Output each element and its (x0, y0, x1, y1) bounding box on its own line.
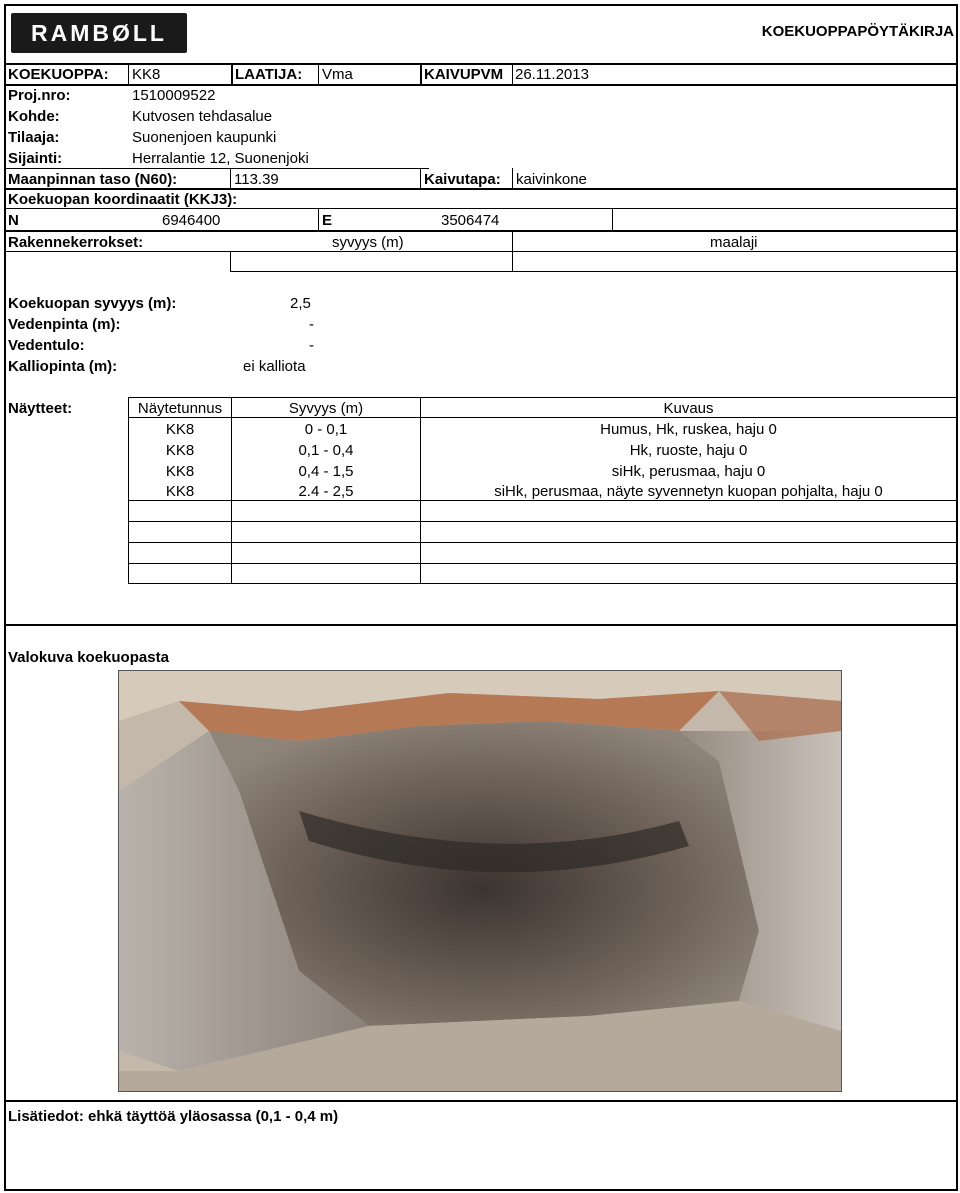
kaivutapa-label: Kaivutapa: (424, 171, 501, 188)
logo-text: RAMBØLL (31, 19, 167, 46)
sample-description: Humus, Hk, ruskea, haju 0 (600, 421, 777, 438)
lisatiedot-text: Lisätiedot: ehkä täyttöä yläosassa (0,1 - 0,4 m) (8, 1108, 339, 1125)
maanpinta-value: 113.39 (234, 171, 279, 188)
rule (4, 230, 956, 232)
divider (512, 230, 513, 271)
vedenpinta-value: - (309, 316, 314, 333)
divider (612, 208, 613, 230)
table-rule (128, 417, 956, 418)
naytteet-label: Näytteet: (8, 400, 73, 417)
ramboll-logo (11, 13, 187, 53)
sijainti-value: Herralantie 12, Suonenjoki (132, 150, 309, 167)
vedenpinta-label: Vedenpinta (m): (8, 316, 121, 333)
sample-depth: 0 - 0,1 (304, 421, 348, 438)
rakennekerrokset-label: Rakennekerrokset: (8, 234, 144, 251)
divider (512, 168, 513, 188)
rule-top (4, 63, 956, 65)
table-rule (128, 521, 956, 522)
table-rule (128, 563, 956, 564)
syvyys-label: Koekuopan syvyys (m): (8, 295, 177, 312)
kaivupvm-label: KAIVUPVM (424, 66, 504, 83)
column-header-syvyys: Syvyys (m) (288, 400, 364, 417)
table-rule (128, 583, 956, 584)
tilaaja-value: Suonenjoen kaupunki (132, 129, 277, 146)
table-rule (128, 397, 956, 398)
column-header-kuvaus: Kuvaus (663, 400, 714, 417)
document-title: KOEKUOPPAPÖYTÄKIRJA (761, 23, 954, 40)
sample-id: KK8 (165, 483, 195, 500)
test-pit-photo (118, 670, 842, 1092)
maanpinta-label: Maanpinnan taso (N60): (8, 171, 178, 188)
sample-description: Hk, ruoste, haju 0 (629, 442, 748, 459)
rule (4, 208, 956, 209)
divider (318, 208, 319, 230)
n-value: 6946400 (162, 212, 221, 229)
sample-depth: 2.4 - 2,5 (298, 483, 354, 500)
kaivupvm-value: 26.11.2013 (515, 66, 589, 83)
divider (231, 63, 233, 84)
vedentulo-value: - (309, 337, 314, 354)
sample-depth: 0,4 - 1,5 (298, 463, 354, 480)
sample-id: KK8 (165, 421, 195, 438)
koekuoppa-value: KK8 (132, 66, 161, 83)
laatija-value: Vma (322, 66, 353, 83)
divider (230, 251, 231, 271)
n-label: N (8, 212, 19, 229)
divider (318, 63, 319, 84)
sample-description: siHk, perusmaa, haju 0 (611, 463, 766, 480)
sample-depth: 0,1 - 0,4 (298, 442, 354, 459)
rule (4, 168, 429, 169)
kaivutapa-value: kaivinkone (516, 171, 587, 188)
rule (4, 188, 956, 190)
tilaaja-label: Tilaaja: (8, 129, 60, 146)
kalliopinta-label: Kalliopinta (m): (8, 358, 118, 375)
vedentulo-label: Vedentulo: (8, 337, 85, 354)
table-rule (128, 500, 956, 501)
photo-label: Valokuva koekuopasta (8, 649, 169, 666)
divider (420, 63, 422, 84)
kohde-label: Kohde: (8, 108, 60, 125)
syvyys-value: 2,5 (290, 295, 311, 312)
maalaji-header: maalaji (710, 234, 758, 251)
sample-id: KK8 (165, 442, 195, 459)
syvyys-header: syvyys (m) (332, 234, 404, 251)
column-header-naytetunnus: Näytetunnus (137, 400, 223, 417)
e-value: 3506474 (441, 212, 500, 229)
table-rule (128, 542, 956, 543)
projnro-label: Proj.nro: (8, 87, 71, 104)
e-label: E (322, 212, 333, 229)
rule (4, 624, 956, 626)
projnro-value: 1510009522 (132, 87, 216, 104)
divider (420, 168, 421, 188)
divider (512, 63, 513, 84)
rule (4, 251, 956, 252)
koordinaatit-label: Koekuopan koordinaatit (KKJ3): (8, 191, 238, 208)
koekuoppa-label: KOEKUOPPA: (8, 66, 109, 83)
rule (4, 84, 956, 86)
sample-description: siHk, perusmaa, näyte syvennetyn kuopan pohjalta, haju 0 (494, 483, 883, 500)
rule (4, 1100, 956, 1102)
rule (230, 271, 956, 272)
divider (230, 168, 231, 188)
kalliopinta-value: ei kalliota (243, 358, 306, 375)
kohde-value: Kutvosen tehdasalue (132, 108, 273, 125)
sample-id: KK8 (165, 463, 195, 480)
laatija-label: LAATIJA: (235, 66, 303, 83)
divider (128, 63, 129, 84)
sijainti-label: Sijainti: (8, 150, 63, 167)
